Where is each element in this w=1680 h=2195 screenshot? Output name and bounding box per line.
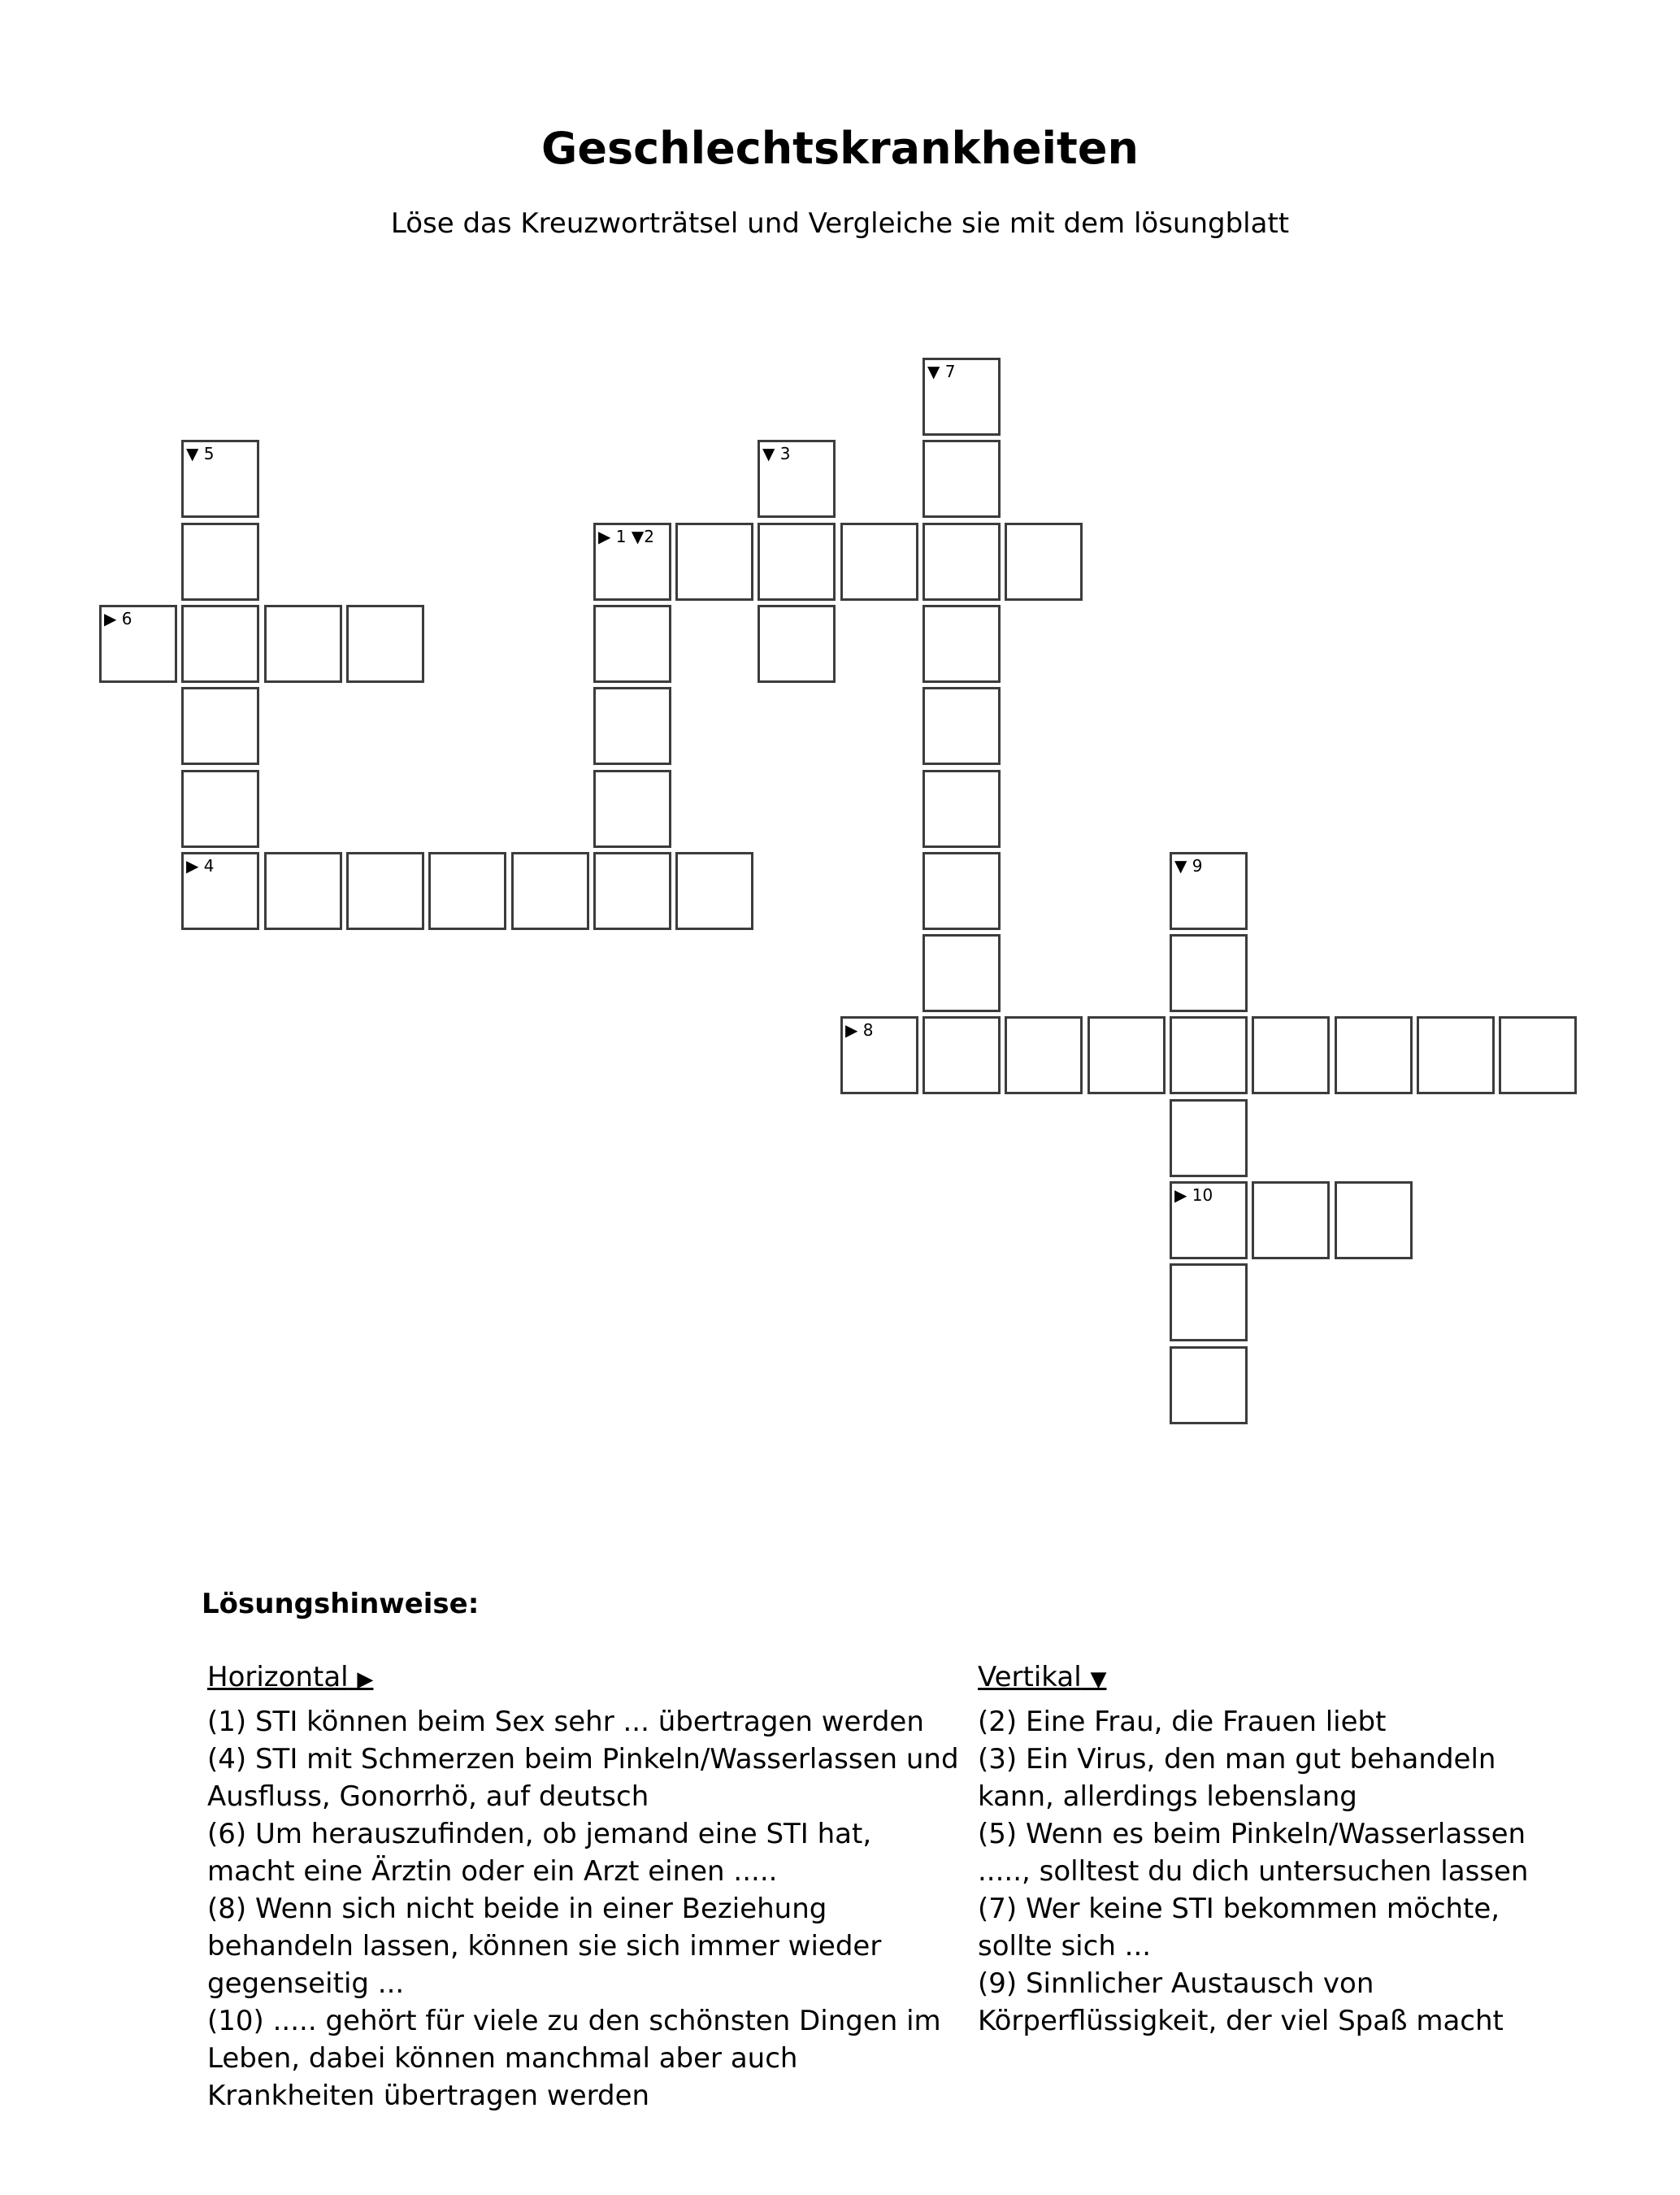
clue-number-label: ▼ 3 bbox=[762, 444, 791, 463]
crossword-cell[interactable] bbox=[922, 523, 1001, 601]
clue-down-2: (2) Eine Frau, die Frauen liebt bbox=[978, 1706, 1387, 1738]
crossword-cell[interactable] bbox=[922, 770, 1001, 848]
clue-number-label: ▶ 8 bbox=[845, 1020, 874, 1040]
crossword-cell[interactable] bbox=[1170, 1016, 1248, 1094]
crossword-cell[interactable] bbox=[758, 440, 836, 518]
clue-down-5: (5) Wenn es beim Pinkeln/Wasserlassen ....., solltest du dich untersuchen lassen bbox=[978, 1818, 1529, 1888]
crossword-cell[interactable] bbox=[922, 1016, 1001, 1094]
crossword-cell[interactable] bbox=[675, 523, 753, 601]
clue-across-1: (1) STI können beim Sex sehr ... übertragen werden bbox=[207, 1706, 924, 1738]
crossword-cell[interactable] bbox=[346, 605, 424, 683]
crossword-cell[interactable] bbox=[1087, 1016, 1166, 1094]
clue-number-label: ▼ 5 bbox=[186, 444, 215, 463]
crossword-cell[interactable] bbox=[1005, 523, 1083, 601]
clue-number-label: ▶ 10 bbox=[1174, 1185, 1213, 1205]
vertical-title-text: Vertikal bbox=[978, 1661, 1082, 1693]
crossword-cell[interactable] bbox=[511, 852, 589, 930]
crossword-cell[interactable] bbox=[593, 852, 671, 930]
crossword-cell[interactable] bbox=[264, 852, 342, 930]
hints-heading: Lösungshinweise: bbox=[202, 1588, 480, 1620]
crossword-cell[interactable] bbox=[922, 687, 1001, 765]
clue-across-10: (10) ..... gehört für viele zu den schönsten Dingen im Leben, dabei können manchmal aber auch Krankheiten übertragen werden bbox=[207, 2005, 941, 2112]
page-subtitle: Löse das Kreuzworträtsel und Vergleiche sie mit dem lösungblatt bbox=[390, 207, 1290, 240]
clue-number-label: ▶ 6 bbox=[104, 609, 132, 628]
crossword-cell[interactable] bbox=[1170, 852, 1248, 930]
crossword-cell[interactable] bbox=[593, 770, 671, 848]
crossword-cell[interactable] bbox=[922, 358, 1001, 436]
crossword-cell[interactable] bbox=[675, 852, 753, 930]
crossword-cell[interactable] bbox=[346, 852, 424, 930]
clue-across-8: (8) Wenn sich nicht beide in einer Beziehung behandeln lassen, können sie sich immer wieder gegenseitig ... bbox=[207, 1893, 882, 2000]
crossword-cell[interactable] bbox=[593, 523, 671, 601]
crossword-cell[interactable] bbox=[181, 523, 259, 601]
crossword-cell[interactable] bbox=[1252, 1016, 1330, 1094]
down-arrow-icon: ▼ bbox=[1090, 1667, 1107, 1692]
clue-number-label: ▼ 9 bbox=[1174, 856, 1203, 876]
crossword-cell[interactable] bbox=[922, 852, 1001, 930]
crossword-cell[interactable] bbox=[758, 523, 836, 601]
vertical-title bbox=[978, 1658, 1563, 1698]
crossword-cell[interactable] bbox=[922, 440, 1001, 518]
crossword-cell[interactable] bbox=[428, 852, 506, 930]
clue-down-7: (7) Wer keine STI bekommen möchte, sollte sich ... bbox=[978, 1893, 1500, 1962]
crossword-cell[interactable] bbox=[1252, 1181, 1330, 1259]
clue-number-label: ▶ 1 ▼2 bbox=[598, 527, 654, 546]
crossword-cell[interactable] bbox=[181, 440, 259, 518]
right-arrow-icon: ▶ bbox=[357, 1667, 374, 1692]
crossword-cell[interactable] bbox=[840, 1016, 918, 1094]
page-title: Geschlechtskrankheiten bbox=[541, 123, 1139, 174]
crossword-cell[interactable] bbox=[1335, 1016, 1413, 1094]
crossword-cell[interactable] bbox=[181, 770, 259, 848]
crossword-cell[interactable] bbox=[1170, 934, 1248, 1012]
clue-number-label: ▼ 7 bbox=[927, 362, 956, 381]
clue-down-9: (9) Sinnlicher Austausch von Körperflüssigkeit, der viel Spaß macht bbox=[978, 1967, 1504, 2037]
crossword-cell[interactable] bbox=[264, 605, 342, 683]
crossword-cell[interactable] bbox=[1335, 1181, 1413, 1259]
clue-down-3: (3) Ein Virus, den man gut behandeln kann, allerdings lebenslang bbox=[978, 1743, 1496, 1813]
clue-across-6: (6) Um herauszufinden, ob jemand eine STI hat, macht eine Ärztin oder ein Arzt einen ..... bbox=[207, 1818, 872, 1888]
horizontal-clues bbox=[207, 1658, 967, 2115]
clue-across-4: (4) STI mit Schmerzen beim Pinkeln/Wasserlassen und Ausfluss, Gonorrhö, auf deutsch bbox=[207, 1743, 959, 1813]
crossword-cell[interactable] bbox=[181, 605, 259, 683]
crossword-cell[interactable] bbox=[922, 934, 1001, 1012]
crossword-cell[interactable] bbox=[1417, 1016, 1495, 1094]
crossword-cell[interactable] bbox=[1005, 1016, 1083, 1094]
clue-number-label: ▶ 4 bbox=[186, 856, 215, 876]
crossword-cell[interactable] bbox=[593, 687, 671, 765]
vertical-clues bbox=[978, 1658, 1563, 2040]
crossword-cell[interactable] bbox=[1170, 1263, 1248, 1341]
crossword-cell[interactable] bbox=[922, 605, 1001, 683]
crossword-cell[interactable] bbox=[181, 852, 259, 930]
crossword-cell[interactable] bbox=[593, 605, 671, 683]
crossword-cell[interactable] bbox=[1170, 1346, 1248, 1424]
crossword-cell[interactable] bbox=[181, 687, 259, 765]
horizontal-title-text: Horizontal bbox=[207, 1661, 349, 1693]
crossword-cell[interactable] bbox=[1170, 1181, 1248, 1259]
crossword-cell[interactable] bbox=[840, 523, 918, 601]
crossword-cell[interactable] bbox=[1499, 1016, 1577, 1094]
crossword-cell[interactable] bbox=[1170, 1099, 1248, 1177]
crossword-cell[interactable] bbox=[758, 605, 836, 683]
crossword-cell[interactable] bbox=[99, 605, 177, 683]
horizontal-title bbox=[207, 1658, 967, 1698]
